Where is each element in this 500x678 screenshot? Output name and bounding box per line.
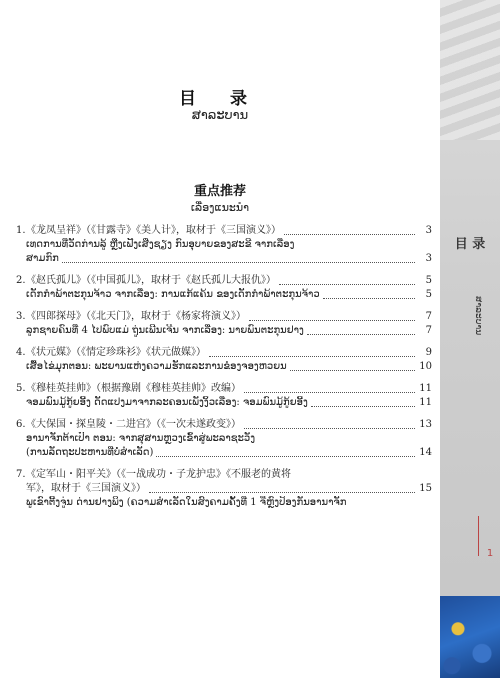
entry-number: 3. (16, 311, 26, 322)
dot-leader (284, 234, 415, 235)
toc-line (16, 252, 432, 266)
toc-line (16, 468, 432, 482)
dot-leader (156, 456, 415, 457)
entry-text: ພູເຂົາຕີ້ງຈູ່ນ ດ່ານຢາງພິງ (ຄວາມສໍາເລັດໃນສົງຄາມຄັ້ງທີ່ 1 ຈື່ຫຼົງປ້ອງກັນອານາຈັກ (26, 497, 347, 508)
page-number: 15 (419, 483, 432, 494)
entry-text: ສາມກົກ (26, 253, 59, 264)
dot-leader (62, 262, 415, 263)
entry-number: 6. (16, 419, 26, 430)
dot-leader (323, 298, 415, 299)
dot-leader (244, 428, 415, 429)
entry-text: ຈອມພົນມູ້ກູ້ຍອີ້ງ ດັດແປງມາຈາກລະຄອນເພັງງິ້ວເລື່ອງ: ຈອມພົນມູ້ກູ້ຍອີ້ງ (26, 397, 308, 408)
dot-leader (249, 320, 415, 321)
toc-line (16, 396, 432, 410)
page-number: 7 (425, 311, 432, 322)
toc-entry-6[interactable] (16, 418, 432, 460)
page-number: 9 (425, 347, 432, 358)
toc-line (16, 238, 432, 252)
dot-leader (290, 370, 415, 371)
page-title-lao: ສາລະບານ (191, 108, 249, 123)
sidebar-title-zh: 目 录 (454, 237, 486, 252)
page-number: 10 (419, 361, 432, 372)
entry-text: 《龙凤呈祥》（《甘露寺》《美人计》，取材于《三国演义》） (26, 225, 281, 236)
dot-leader (279, 284, 415, 285)
toc-entry-5[interactable] (16, 382, 432, 410)
dot-leader (307, 334, 415, 335)
entry-text: 《四郎探母》（《北天门》，取材于《杨家将演义》） (26, 311, 246, 322)
entry-text: ລູກຊາຍຄົນທີ່ 4 ໄປພົບແມ່ ຖູ່ນເພີນເຈີນ ຈາກເລື່ອງ: ນາຍພົນຕະກຸນຢາງ (26, 325, 304, 336)
section-title-zh: 重点推荐 (193, 184, 246, 199)
page-number: 5 (425, 289, 432, 300)
page-number: 7 (425, 325, 432, 336)
toc-line (16, 310, 432, 324)
toc-entry-1[interactable] (16, 224, 432, 266)
entry-number: 2. (16, 275, 26, 286)
page-number: 14 (419, 447, 432, 458)
page-number: 3 (425, 253, 432, 264)
toc-entry-7[interactable] (16, 468, 432, 510)
page-number: 5 (425, 275, 432, 286)
entry-text: 《大保国・探皇陵・二进宫》（《一次未遂政变》） (26, 419, 241, 430)
toc-line (16, 346, 432, 360)
dot-leader (244, 392, 415, 393)
toc-entry-4[interactable] (16, 346, 432, 374)
toc-line (16, 360, 432, 374)
decorative-pattern (440, 0, 500, 140)
page-number: 11 (419, 397, 432, 408)
toc-line (16, 446, 432, 460)
section-title-lao: ເລື່ອງແນະນໍາ (190, 201, 250, 214)
toc-line (16, 496, 432, 510)
dot-leader (149, 492, 415, 493)
entry-text: 《状元媒》（《情定珍珠衫》《状元做媒》） (26, 347, 206, 358)
sidebar-title-lao: ສາລະບານ (473, 296, 483, 336)
decorative-ornament (440, 596, 500, 678)
entry-text: (ການລັດຖະປະຫານທີ່ບໍ່ສໍາເລັດ) (26, 447, 154, 458)
toc-line (16, 274, 432, 288)
toc-line (16, 288, 432, 302)
entry-number: 1. (16, 225, 26, 236)
entry-text: ເດັກກໍາພ້າຕະກຸນຈ້າວ ຈາກເລື່ອງ: ການແກ້ແຄ້ນ ຂອງເດັກກໍາພ້າຕະກຸນຈ້າວ (26, 289, 320, 300)
entry-text: ອານາຈັກຕ້າເປົາ ຕອນ: ຈາກສຸສານຫຼວງເຂົ້າສູ່ພະລາຊະວັງ (26, 433, 256, 444)
folio-page-number: 1 (486, 548, 494, 559)
toc-entry-2[interactable] (16, 274, 432, 302)
entry-text: ເທດການທີ່ວັດກ່ານລູ້ ຫຼືງເຟີ້ງເສີ່ງຊຽງ ກົນອຸບາຍຂອງສະຂີ ຈາກເລື່ອງ (26, 239, 295, 250)
entry-text: 《定军山・阳平关》（《一战成功・子龙护忠》《不服老的黄将 (26, 469, 291, 480)
toc-entry-3[interactable] (16, 310, 432, 338)
page-number: 3 (425, 225, 432, 236)
toc-line (16, 432, 432, 446)
toc-line (16, 418, 432, 432)
page-marker-line (478, 516, 479, 556)
toc-line (16, 482, 432, 496)
entry-text: 军》，取材于《三国演义》） (26, 483, 146, 494)
toc-line (16, 224, 432, 238)
entry-text: 《赵氏孤儿》（《中国孤儿》，取材于《赵氏孤儿大报仇》） (26, 275, 276, 286)
entry-text: 《穆桂英挂帅》（根据豫剧《穆桂英挂帅》改编） (26, 383, 241, 394)
dot-leader (311, 406, 415, 407)
page-number: 13 (419, 419, 432, 430)
entry-number: 5. (16, 383, 26, 394)
toc-line (16, 382, 432, 396)
toc-list (16, 224, 432, 518)
page-title-zh: 目 录 (179, 89, 261, 109)
decorative-side-band (440, 0, 500, 678)
toc-line (16, 324, 432, 338)
page-number: 11 (419, 383, 432, 394)
entry-number: 4. (16, 347, 26, 358)
entry-text: ເສື້ອໄຂ່ມຸກຕອນ: ພະຍານແຫ່ງຄວາມຮັກແລະການຂໍອງຈອງຫວຍນ (26, 361, 287, 372)
dot-leader (209, 356, 415, 357)
entry-number: 7. (16, 469, 26, 480)
